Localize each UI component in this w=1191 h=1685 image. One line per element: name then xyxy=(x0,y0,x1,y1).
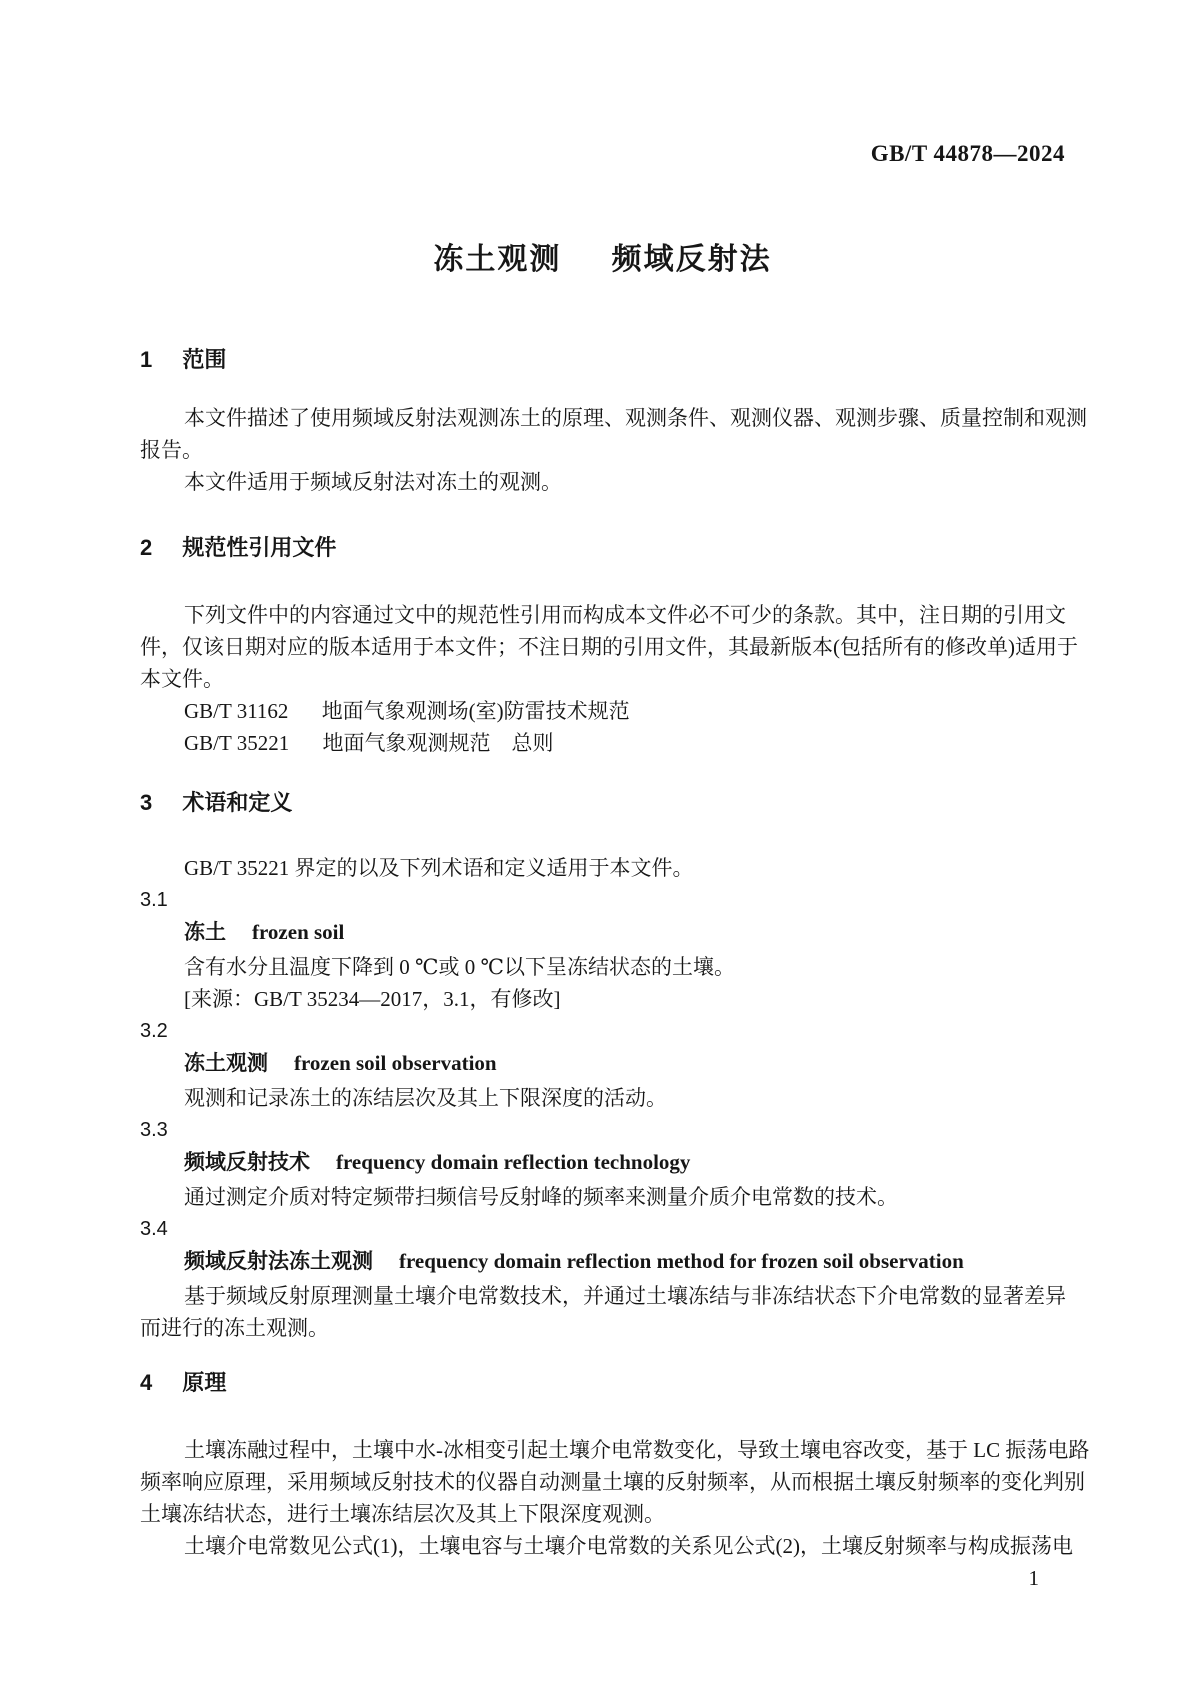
term-english: frozen soil xyxy=(252,920,345,944)
term-heading xyxy=(140,1047,1065,1082)
footer-row xyxy=(140,1562,1065,1594)
section-number: 4 xyxy=(140,1370,153,1395)
normative-reference xyxy=(140,727,1065,759)
paragraph-line: 件，仅该日期对应的版本适用于本文件；不注日期的引用文件，其最新版本(包括所有的修改单)适用于 xyxy=(140,635,1078,659)
paragraph-line: 土壤介电常数见公式(1)，土壤电容与土壤介电常数的关系见公式(2)，土壤反射频率与构成振荡电 xyxy=(184,1534,1073,1558)
clause-number: 3.4 xyxy=(140,1218,168,1240)
section-label: 术语和定义 xyxy=(182,790,293,815)
normative-reference xyxy=(140,695,1065,727)
term-heading xyxy=(140,916,1065,951)
term-english: frequency domain reflection technology xyxy=(336,1150,691,1174)
page-number: 1 xyxy=(1028,1566,1039,1590)
term-definition-line: 通过测定介质对特定频带扫频信号反射峰的频率来测量介质介电常数的技术。 xyxy=(184,1185,898,1209)
paragraph-line: 本文件适用于频域反射法对冻土的观测。 xyxy=(184,470,562,494)
terms-intro-line: GB/T 35221 界定的以及下列术语和定义适用于本文件。 xyxy=(184,856,694,880)
term-english: frequency domain reflection method for frozen soil observation xyxy=(399,1249,964,1273)
clause-number: 3.3 xyxy=(140,1119,168,1141)
term-definition-line: 基于频域反射原理测量土壤介电常数技术，并通过土壤冻结与非冻结状态下介电常数的显著差异 xyxy=(184,1284,1066,1308)
section-label: 原理 xyxy=(182,1370,227,1395)
term-definition-line: 而进行的冻土观测。 xyxy=(140,1316,329,1340)
paragraph-line: 本文件描述了使用频域反射法观测冻土的原理、观测条件、观测仪器、观测步骤、质量控制和观测 xyxy=(184,406,1087,430)
section-heading-scope xyxy=(140,344,1065,376)
section-label: 范围 xyxy=(182,347,227,372)
document-title-part1: 冻土观测 xyxy=(433,243,562,276)
clause-number: 3.1 xyxy=(140,889,168,911)
paragraph-line: 下列文件中的内容通过文中的规范性引用而构成本文件必不可少的条款。其中，注日期的引用文 xyxy=(184,603,1066,627)
section-number: 3 xyxy=(140,790,153,815)
reference-code: GB/T 31162 xyxy=(184,699,289,723)
reference-title: 地面气象观测场(室)防雷技术规范 xyxy=(321,699,630,723)
term-chinese: 频域反射技术 xyxy=(184,1151,310,1174)
term-definition-line: 观测和记录冻土的冻结层次及其上下限深度的活动。 xyxy=(184,1086,667,1110)
document-title xyxy=(140,240,1065,280)
standard-code: GB/T 44878—2024 xyxy=(870,141,1065,166)
term-chinese: 冻土 xyxy=(184,921,226,944)
paragraph-line: 报告。 xyxy=(140,438,203,462)
term-english: frozen soil observation xyxy=(294,1051,497,1075)
reference-title: 地面气象观测规范 总则 xyxy=(322,731,554,755)
term-chinese: 频域反射法冻土观测 xyxy=(184,1250,373,1273)
section-heading-principle xyxy=(140,1367,1065,1399)
term-heading xyxy=(140,1245,1065,1280)
paragraph-line: 本文件。 xyxy=(140,667,224,691)
term-definition-line: 含有水分且温度下降到 0 ℃或 0 ℃以下呈冻结状态的土壤。 xyxy=(184,955,735,979)
header-row xyxy=(140,138,1065,173)
section-number: 2 xyxy=(140,535,153,560)
paragraph-line: 土壤冻融过程中，土壤中水-冰相变引起土壤介电常数变化，导致土壤电容改变，基于 LC 振荡电路 xyxy=(184,1438,1090,1462)
term-heading xyxy=(140,1146,1065,1181)
section-heading-terms xyxy=(140,787,1065,819)
document-title-part2: 频域反射法 xyxy=(611,243,772,276)
section-heading-normative-refs xyxy=(140,532,1065,564)
section-label: 规范性引用文件 xyxy=(182,535,337,560)
paragraph-line: 频率响应原理，采用频域反射技术的仪器自动测量土壤的反射频率，从而根据土壤反射频率的变化判别 xyxy=(140,1470,1085,1494)
section-number: 1 xyxy=(140,347,153,372)
paragraph-line: 土壤冻结状态，进行土壤冻结层次及其上下限深度观测。 xyxy=(140,1502,665,1526)
clause-number: 3.2 xyxy=(140,1020,168,1042)
term-source-line: [来源：GB/T 35234—2017，3.1，有修改] xyxy=(184,987,561,1011)
reference-code: GB/T 35221 xyxy=(184,731,290,755)
term-chinese: 冻土观测 xyxy=(184,1052,268,1075)
